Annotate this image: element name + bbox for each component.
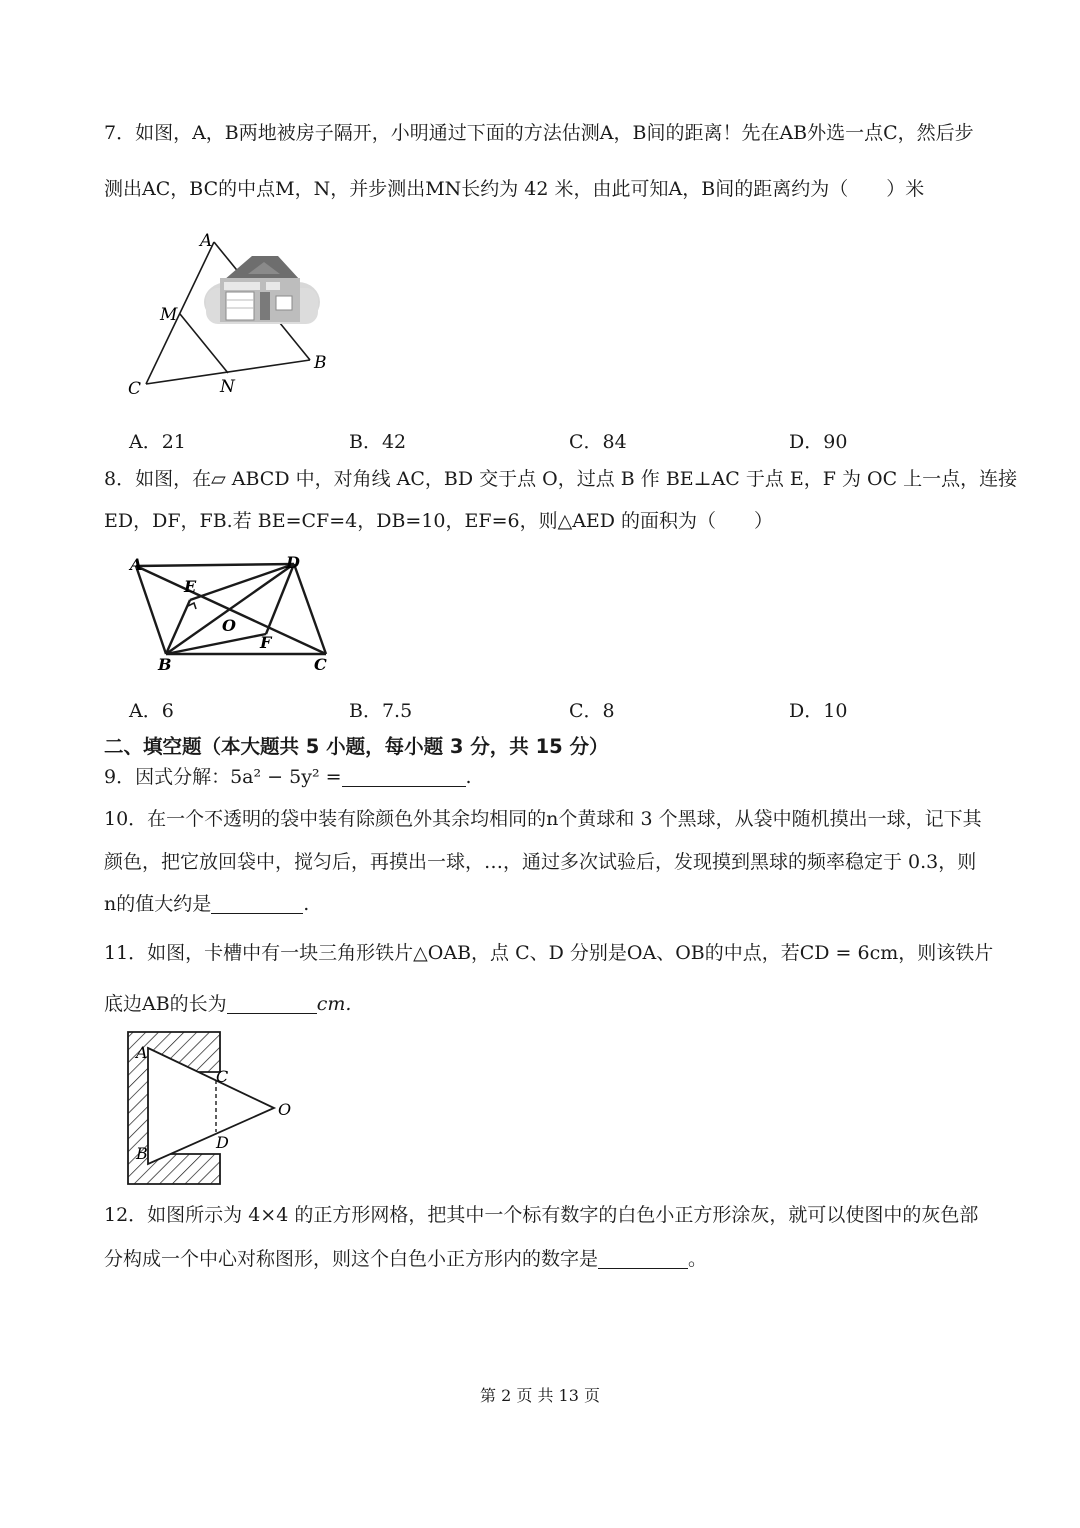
q12-answer-blank[interactable] [598,1250,688,1269]
q8-label-e: E [184,577,197,596]
q8-label-f: F [260,633,272,652]
q11-label-a: A [136,1043,148,1062]
q9-answer-blank[interactable] [342,768,466,787]
q12-line2 [104,1250,707,1269]
q11-answer-blank[interactable] [227,995,317,1014]
q7-label-b: B [314,353,327,373]
q10-line3-prefix: n的值大约是 [104,893,212,915]
q9-prefix: 9．因式分解：5a² − 5y² = [104,766,342,788]
q8-label-d: D [286,553,300,572]
q7-line1: 7．如图，A，B两地被房子隔开，小明通过下面的方法估测A，B间的距离！先在AB外选一点C，然后步 [104,122,974,144]
q10-line1: 10．在一个不透明的袋中装有除颜色外其余均相同的n个黄球和 3 个黑球，从袋中随机摸出一球，记下其 [104,808,982,830]
q8-option-a[interactable]: A．6 [129,700,174,722]
q7-figure [120,228,340,403]
q12-line1: 12．如图所示为 4×4 的正方形网格，把其中一个标有数字的白色小正方形涂灰，就可以使图中的灰色部 [104,1204,979,1226]
q7-option-d[interactable]: D．90 [789,431,848,453]
q7-label-m: M [160,305,178,325]
q8-option-b[interactable]: B．7.5 [349,700,413,722]
q7-option-b[interactable]: B．42 [349,431,407,453]
q8-label-b: B [158,655,172,674]
q11-line1: 11．如图，卡槽中有一块三角形铁片△OAB，点 C、D 分别是OA、OB的中点，若CD = 6cm，则该铁片 [104,942,994,964]
q9-suffix: . [465,766,472,788]
q7-label-c: C [128,379,142,399]
q10-line2: 颜色，把它放回袋中，搅匀后，再摸出一球，…，通过多次试验后，发现摸到黑球的频率稳定于 0.3，则 [104,851,977,873]
q12-line2-prefix: 分构成一个中心对称图形，则这个白色小正方形内的数字是 [104,1248,599,1270]
q11-label-c: C [216,1067,229,1086]
q10-answer-blank[interactable] [211,895,303,914]
q11-line2-suffix: cm. [316,993,352,1015]
q8-line1: 8．如图，在▱ ABCD 中，对角线 AC，BD 交于点 O，过点 B 作 BE⊥AC 于点 E，F 为 OC 上一点，连接 [104,468,1018,490]
q8-label-c: C [314,655,327,674]
q8-line2: ED，DF，FB.若 BE=CF=4，DB=10，EF=6，则△AED 的面积为（ ） [104,510,774,532]
q7-line2: 测出AC，BC的中点M，N，并步测出MN长约为 42 米，由此可知A，B间的距离约为（ ）米 [104,178,925,200]
q11-line2-prefix: 底边AB的长为 [104,993,227,1015]
house-illustration [204,256,320,324]
q8-label-o: O [222,616,236,635]
q11-line2 [104,995,351,1014]
q8-option-d[interactable]: D．10 [789,700,848,722]
q11-label-d: D [216,1133,229,1152]
q8-label-a: A [130,555,143,574]
q8-option-c[interactable]: C．8 [569,700,615,722]
q7-label-n: N [220,377,235,397]
q11-label-b: B [136,1144,148,1163]
q10-line3 [104,895,309,914]
q9-line [104,768,472,787]
q7-option-a[interactable]: A．21 [129,431,186,453]
q12-line2-suffix: 。 [688,1248,708,1270]
q7-label-a: A [200,231,213,251]
q11-figure [124,1028,304,1188]
q11-label-o: O [278,1100,292,1119]
q7-option-c[interactable]: C．84 [569,431,627,453]
q10-line3-suffix: . [303,893,310,915]
page-footer: 第 2 页 共 13 页 [480,1386,600,1405]
section-fill-in-blank-title: 二、填空题（本大题共 5 小题，每小题 3 分，共 15 分） [104,735,609,758]
q8-figure [126,552,336,677]
